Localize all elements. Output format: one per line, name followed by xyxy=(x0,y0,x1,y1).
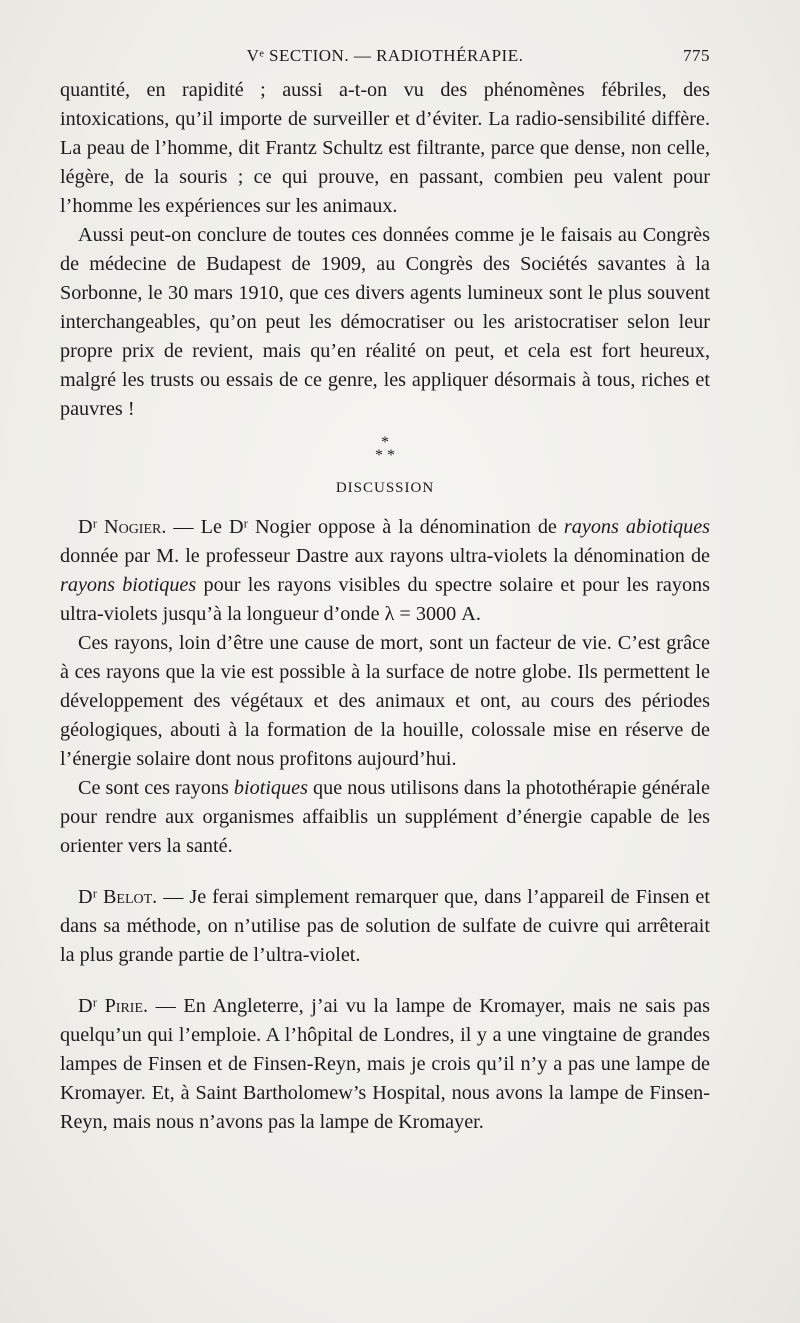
page-number: 775 xyxy=(683,46,710,65)
speaker-pirie: Pirie. xyxy=(104,995,149,1017)
paragraph-5 xyxy=(60,774,710,861)
text-run: donnée par M. le professeur Dastre aux rayons ultra-violets la dénomination de xyxy=(60,545,710,567)
dr-abbrev: Dʳ xyxy=(78,995,97,1017)
text-run: — Le xyxy=(166,516,229,538)
italic-term: rayons biotiques xyxy=(60,574,197,596)
paragraph-belot xyxy=(60,883,710,970)
text-run: — Je ferai simplement remarquer que, dans l’appareil de Finsen et dans sa méthode, on n’utilise pas de solution de sulfate de cuivre qui arrêterait la plus grande partie de l’ultra-violet. xyxy=(60,886,710,966)
paragraph-2: Aussi peut-on conclure de toutes ces données comme je le faisais au Congrès de médecine de Budapest de 1909, au Congrès des Sociétés savantes à la Sorbonne, le 30 mars 1910, que ces divers agents lumineux sont le plus souvent interchangeables, qu’on peut les démocratiser ou les aristocratiser selon leur propre prix de revient, mais qu’en réalité on peut, et cela est fort heureux, malgré les trusts ou essais de ce genre, les appliquer désormais à tous, riches et pauvres ! xyxy=(60,224,710,420)
paragraph-nogier xyxy=(60,513,710,629)
italic-term: rayons abiotiques xyxy=(563,516,711,538)
dr-abbrev: Dʳ xyxy=(78,886,97,908)
dr-abbrev: Dʳ xyxy=(228,516,248,538)
body-text xyxy=(60,76,710,1137)
page-header xyxy=(60,46,710,72)
speaker-belot: Belot. xyxy=(102,886,158,908)
separator-stars-bottom: * * xyxy=(375,447,395,464)
discussion-heading: DISCUSSION xyxy=(335,480,435,496)
running-head: Vᵉ SECTION. — RADIOTHÉRAPIE. xyxy=(246,46,524,65)
text-run: pour les rayons visibles du spectre solaire et pour les rayons ultra-violets jusqu’à la longueur d’onde λ = 3000 A. xyxy=(60,574,710,625)
text-run: Nogier oppose à la dénomination de xyxy=(247,516,564,538)
separator-star-top: * xyxy=(381,434,389,451)
text-run: — En Angleterre, j’ai vu la lampe de Kromayer, mais ne sais pas quelqu’un qui l’emploie. A l’hôpital de Londres, il y a une vingtaine de grandes lampes de Finsen et de Finsen-Reyn, mais je crois qu’il n’y a pas une lampe de Kromayer. Et, à Saint Bartholomew’s Hospital, nous avons la lampe de Finsen-Reyn, mais nous n’avons pas la lampe de Kromayer. xyxy=(60,995,711,1133)
paragraph-4: Ces rayons, loin d’être une cause de mort, sont un facteur de vie. C’est grâce à ces rayons que la vie est possible à la surface de notre globe. Ils permettent le développement des végétaux et des animaux et ont, au cours des périodes géologiques, abouti à la formation de la houille, colossale mise en réserve de l’énergie solaire dont nous profitons aujourd’hui. xyxy=(60,632,710,770)
italic-term: biotiques xyxy=(233,777,308,799)
text-run: que nous utilisons dans la photothérapie générale pour rendre aux organismes affaiblis un supplément d’énergie capable de les orienter vers la santé. xyxy=(60,777,710,857)
dr-abbrev: Dʳ xyxy=(78,516,97,538)
section-separator xyxy=(60,436,710,462)
speaker-nogier: Nogier. xyxy=(104,516,167,538)
paragraph-pirie xyxy=(60,992,710,1137)
text-run: Ce sont ces rayons xyxy=(78,777,234,799)
paragraph-1: quantité, en rapidité ; aussi a-t-on vu des phénomènes fébriles, des intoxications, qu’il importe de surveiller et d’éviter. La radio-sensibilité diffère. La peau de l’homme, dit Frantz Schultz est filtrante, parce que dense, non celle, légère, de la souris ; ce qui prouve, en passant, combien peu valent pour l’homme les expériences sur les animaux. xyxy=(60,79,710,217)
